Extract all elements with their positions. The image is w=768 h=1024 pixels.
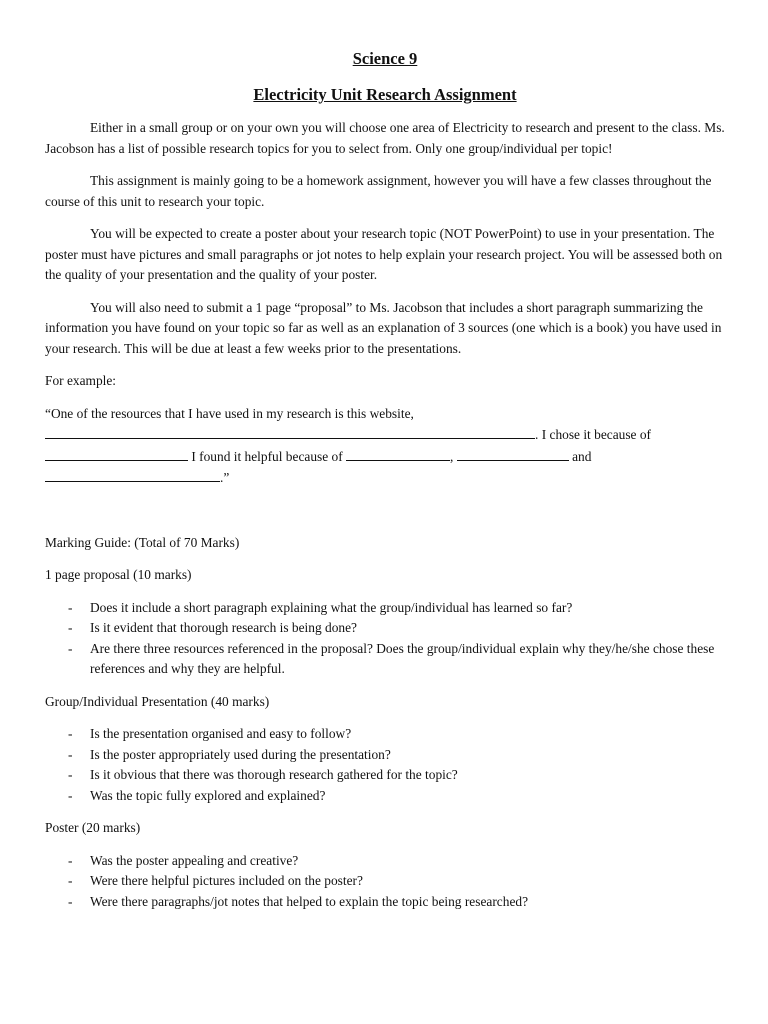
list-item: - Does it include a short paragraph explaining what the group/individual has learned so far? xyxy=(45,598,725,619)
proposal-criteria-list xyxy=(45,598,725,680)
dash-mark: - xyxy=(68,893,73,909)
dash-mark: - xyxy=(68,852,73,868)
dash-mark: - xyxy=(68,787,73,803)
helpful-blank-3 xyxy=(45,467,220,482)
dash-mark: - xyxy=(68,767,73,782)
dash-mark: - xyxy=(68,726,73,741)
example-found-text: I found it helpful because of xyxy=(188,448,347,464)
list-item: - Is it evident that thorough research is being done? xyxy=(45,618,725,639)
dash-mark: - xyxy=(68,620,73,635)
helpful-blank-1 xyxy=(346,446,450,461)
marking-guide-heading: Marking Guide: (Total of 70 Marks) xyxy=(45,534,240,550)
list-item: - Is it obvious that there was thorough research gathered for the topic? xyxy=(45,765,725,786)
example-label: For example: xyxy=(45,373,117,388)
list-item: - Were there paragraphs/jot notes that helped to explain the topic being researched? xyxy=(45,892,725,913)
dash-mark: - xyxy=(68,873,73,888)
document-subtitle: Electricity Unit Research Assignment xyxy=(253,85,517,104)
document-title: Science 9 xyxy=(352,49,418,68)
list-item: - Was the poster appealing and creative? xyxy=(45,851,725,872)
list-item: - Were there helpful pictures included on the poster? xyxy=(45,871,725,892)
list-item: - Are there three resources referenced in the proposal? Does the group/individual explain why they/he/she chose these references and why they are helpful. xyxy=(68,640,715,676)
section-heading-presentation: Group/Individual Presentation (40 marks) xyxy=(45,693,270,709)
poster-paragraph: You will be expected to create a poster about your research topic (NOT PowerPoint) to use in your presentation. The poster must have pictures and small paragraphs or jot notes to help explain your research project. You will be assessed both on the quality of your presentation and the quality of your poster. xyxy=(45,226,723,282)
intro-paragraph: Either in a small group or on your own you will choose one area of Electricity to research and present to the class. Ms. Jacobson has a list of possible research topics for you to select from. Only one group/individual per topic! xyxy=(45,120,725,156)
dash-mark: - xyxy=(68,746,73,762)
section-heading-proposal: 1 page proposal (10 marks) xyxy=(45,567,192,582)
presentation-criteria-list xyxy=(45,724,725,806)
section-heading-poster: Poster (20 marks) xyxy=(45,820,141,835)
proposal-paragraph: You will also need to submit a 1 page “proposal” to Ms. Jacobson that includes a short paragraph summarizing the information you have found on your topic so far as well as an explanation of 3 sources (one which is a book) you have used in your research. This will be due at least a few weeks prior to the presentations. xyxy=(45,299,722,356)
example-line-1: “One of the resources that I have used in my research is this website, xyxy=(45,405,414,421)
example-close-quote: .” xyxy=(220,470,230,485)
homework-paragraph: This assignment is mainly going to be a homework assignment, however you will have a few classes throughout the course of this unit to research your topic. xyxy=(45,173,712,209)
list-item: - Is the presentation organised and easy to follow? xyxy=(45,724,725,745)
example-comma: , xyxy=(450,448,454,464)
reason-blank xyxy=(45,446,188,461)
example-and-text: and xyxy=(568,448,592,464)
document-page xyxy=(45,48,725,924)
dash-mark: - xyxy=(68,640,73,656)
list-item: - Was the topic fully explored and explained? xyxy=(45,786,725,807)
example-template xyxy=(45,404,725,489)
spacer xyxy=(45,501,725,533)
website-blank xyxy=(45,424,535,439)
poster-criteria-list xyxy=(45,851,725,913)
example-chose-text: . I chose it because of xyxy=(535,427,652,442)
dash-mark: - xyxy=(68,599,73,615)
list-item: - Is the poster appropriately used during the presentation? xyxy=(45,745,725,766)
helpful-blank-2 xyxy=(457,446,569,461)
